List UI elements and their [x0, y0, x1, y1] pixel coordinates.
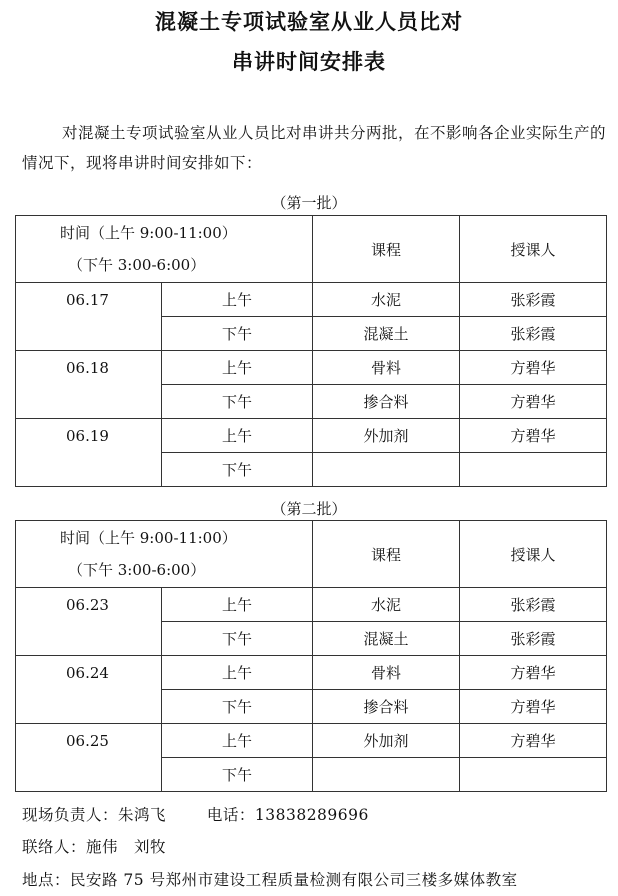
session-am: 上午 [162, 656, 313, 690]
table-row [16, 351, 607, 385]
session-am: 上午 [162, 588, 313, 622]
date-cell: 06.17 [16, 283, 162, 351]
date-cell: 06.24 [16, 656, 162, 724]
course-cell: 骨料 [313, 351, 460, 385]
session-am: 上午 [162, 724, 313, 758]
header-course: 课程 [313, 216, 460, 283]
lecturer-cell: 张彩霞 [460, 588, 607, 622]
phone-number: 电话：13838289696 [206, 806, 369, 824]
date-cell: 06.19 [16, 419, 162, 487]
header-lecturer: 授课人 [460, 521, 607, 588]
lecturer-cell [460, 453, 607, 487]
lecturer-cell [460, 758, 607, 792]
course-cell: 骨料 [313, 656, 460, 690]
batch2-label: （第二批） [271, 500, 347, 518]
table-row [16, 419, 607, 453]
table-row [16, 588, 607, 622]
session-am: 上午 [162, 351, 313, 385]
schedule-table-batch1 [15, 215, 607, 487]
session-pm: 下午 [162, 385, 313, 419]
lecturer-cell: 方碧华 [460, 351, 607, 385]
date-cell: 06.25 [16, 724, 162, 792]
lecturer-cell: 方碧华 [460, 724, 607, 758]
course-cell: 外加剂 [313, 724, 460, 758]
date-cell: 06.18 [16, 351, 162, 419]
header-time-line2: （下午 3:00-6:00） [68, 561, 206, 579]
document-subtitle: 串讲时间安排表 [232, 50, 386, 74]
schedule-table-batch2 [15, 520, 607, 792]
header-time-line1: 时间（上午 9:00-11:00） [60, 529, 237, 547]
session-pm: 下午 [162, 317, 313, 351]
table-header-row [16, 521, 607, 588]
session-pm: 下午 [162, 622, 313, 656]
header-time [16, 216, 313, 283]
lecturer-cell: 方碧华 [460, 419, 607, 453]
course-cell: 混凝土 [313, 622, 460, 656]
lecturer-cell: 方碧华 [460, 385, 607, 419]
session-am: 上午 [162, 283, 313, 317]
lecturer-cell: 张彩霞 [460, 283, 607, 317]
lecturer-cell: 张彩霞 [460, 622, 607, 656]
footer-contacts: 联络人：施伟 刘牧 [22, 838, 167, 856]
session-pm: 下午 [162, 453, 313, 487]
table-row [16, 283, 607, 317]
course-cell [313, 758, 460, 792]
lecturer-cell: 方碧华 [460, 690, 607, 724]
table-row [16, 656, 607, 690]
course-cell: 混凝土 [313, 317, 460, 351]
header-time-line1: 时间（上午 9:00-11:00） [60, 224, 237, 242]
course-cell [313, 453, 460, 487]
document-title: 混凝土专项试验室从业人员比对 [155, 10, 463, 34]
date-cell: 06.23 [16, 588, 162, 656]
session-am: 上午 [162, 419, 313, 453]
lecturer-cell: 张彩霞 [460, 317, 607, 351]
course-cell: 水泥 [313, 588, 460, 622]
header-lecturer: 授课人 [460, 216, 607, 283]
course-cell: 掺合料 [313, 385, 460, 419]
batch1-label: （第一批） [271, 194, 347, 212]
session-pm: 下午 [162, 690, 313, 724]
course-cell: 掺合料 [313, 690, 460, 724]
header-course: 课程 [313, 521, 460, 588]
course-cell: 外加剂 [313, 419, 460, 453]
course-cell: 水泥 [313, 283, 460, 317]
footer-manager-line [22, 803, 369, 825]
intro-paragraph: 对混凝土专项试验室从业人员比对串讲共分两批，在不影响各企业实际生产的情况下，现将串讲时间安排如下： [22, 124, 607, 172]
site-manager: 现场负责人：朱鸿飞 [22, 806, 167, 824]
footer-address: 地点：民安路 75 号郑州市建设工程质量检测有限公司三楼多媒体教室 [22, 871, 518, 889]
table-row [16, 724, 607, 758]
table-header-row [16, 216, 607, 283]
session-pm: 下午 [162, 758, 313, 792]
header-time-line2: （下午 3:00-6:00） [68, 256, 206, 274]
lecturer-cell: 方碧华 [460, 656, 607, 690]
header-time [16, 521, 313, 588]
